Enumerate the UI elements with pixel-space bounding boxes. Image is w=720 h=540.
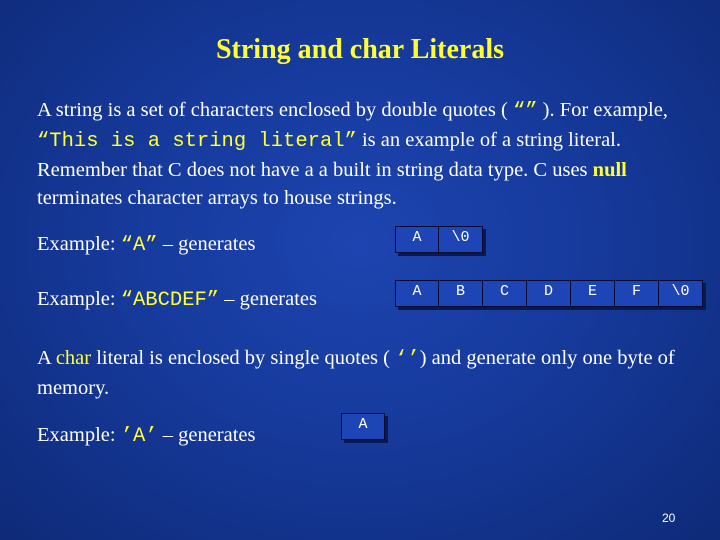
single-quotes-symbol: ‘’ bbox=[395, 348, 420, 371]
example-2 bbox=[37, 288, 317, 312]
example-label: Example: bbox=[37, 233, 121, 255]
memory-cell: E bbox=[571, 280, 615, 307]
char-keyword: char bbox=[55, 347, 92, 369]
memory-cell: F bbox=[615, 280, 659, 307]
string-literal-example: “This is a string literal” bbox=[37, 130, 357, 153]
slide-title: String and char Literals bbox=[215, 34, 505, 65]
example-literal: “A” bbox=[120, 234, 158, 257]
memory-cells-3 bbox=[341, 413, 385, 440]
null-keyword: null bbox=[592, 159, 627, 181]
example-literal: “ABCDEF” bbox=[120, 289, 220, 312]
example-literal: ’A’ bbox=[120, 425, 158, 448]
double-quotes-symbol: “” bbox=[512, 100, 538, 123]
memory-cells-1 bbox=[395, 226, 483, 253]
para1-text: is an example of a string literal. Remember that C does not have a a built in string data type. C uses bbox=[37, 129, 621, 181]
memory-cell: \0 bbox=[659, 280, 703, 307]
example-dash-text: – generates bbox=[219, 288, 318, 310]
example-label: Example: bbox=[37, 288, 121, 310]
para1-text: ). For example, bbox=[537, 99, 668, 121]
para2-text: A bbox=[37, 347, 56, 369]
example-dash-text: – generates bbox=[157, 424, 256, 446]
example-3 bbox=[37, 424, 256, 448]
memory-cell: C bbox=[483, 280, 527, 307]
memory-cells-2 bbox=[395, 280, 703, 307]
para1-text: terminates character arrays to house strings. bbox=[37, 187, 397, 209]
para1-text: A string is a set of characters enclosed by double quotes ( bbox=[37, 99, 513, 121]
memory-cell: A bbox=[395, 280, 439, 307]
example-label: Example: bbox=[37, 424, 121, 446]
page-number: 20 bbox=[662, 511, 676, 525]
memory-cell: D bbox=[527, 280, 571, 307]
example-dash-text: – generates bbox=[157, 233, 256, 255]
para2-text: literal is enclosed by single quotes ( bbox=[91, 347, 396, 369]
memory-cell: B bbox=[439, 280, 483, 307]
para2-text: ) and generate only one byte of memory. bbox=[37, 347, 675, 399]
example-1 bbox=[37, 233, 256, 257]
memory-cell: A bbox=[395, 226, 439, 253]
string-description bbox=[37, 96, 697, 212]
memory-cell: \0 bbox=[439, 226, 483, 253]
memory-cell: A bbox=[341, 413, 385, 440]
char-description bbox=[37, 344, 697, 402]
